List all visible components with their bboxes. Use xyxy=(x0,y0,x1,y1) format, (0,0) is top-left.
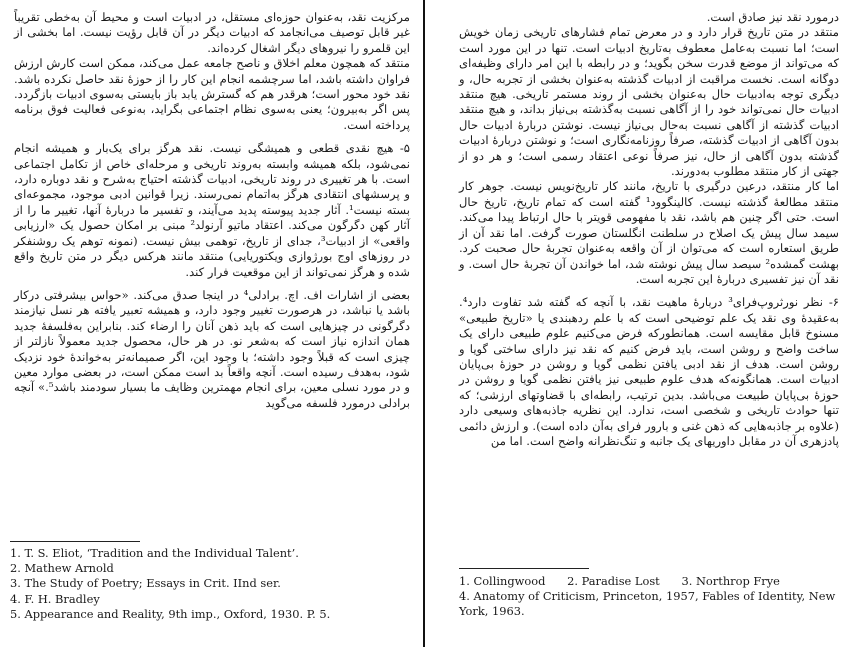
paragraph: منتقد در متن تاریخ قرار دارد و در معرض تمام فشارهای تاریخی زمان خویش است؛ اما نسبت به‌عامل معطوف به‌تاریخ ادبیات است. تنها در این مورد است که می‌تواند از موضع قدرت سخن بگوید؛ و در رابطه با این امر دارای وظیفه‌ای دوگانه است. نخست مراقبت از ادبیات گذشته به‌عنوان بخشی از تجربه حال، و دیگری توجه به‌ادبیات حال به‌عنوان بخشی از روند مستمر تاریخی. هیچ منتقد ادبیات حال نمی‌تواند خود را از آگاهی نسبت به‌گذشته بی‌نیاز بداند، و هیچ منتقد ادبیات گذشته از آگاهی نسبت به‌حال بی‌نیاز نیست. نوشتن دربارهٔ ادبیات حال بدون آگاهی از ادبیات گذشته، صرفاً روزنامه‌نگاری است؛ و نوشتن دربارهٔ ادبیات گذشته بدون آگاهی از حال، نیز صرفاً نوعی اعتقاد رسمی است؛ و هر دو از جهتی از کار منتقد مطلوب به‌دورند. xyxy=(459,25,839,179)
footnote-rule xyxy=(459,568,589,569)
right-body xyxy=(459,10,839,449)
footnote: 1. T. S. Eliot, ‘Tradition and the Individual Talent’. xyxy=(10,546,299,560)
left-footnotes xyxy=(10,546,410,622)
paragraph: ۵- هیچ نقدی قطعی و همیشگی نیست. نقد هرگز برای یک‌بار و همیشه انجام نمی‌شود، بلکه همیشه وابسته به‌روند تاریخی و مرحله‌ای خاص از تکامل اجتماعی است. با هر تغییری در روند تاریخی، ادبیات گذشته احتیاج به‌شرح و نقد دوباره دارد، و پرسشهای انتقادی هرگز به‌اتمام نمی‌رسند. زیرا قوانین ادبی موجود، مجموعه‌ای بسته نیست¹. آثار جدید پیوسته پدید می‌آیند، و تفسیر ما دربارهٔ آنها، تغییر ما را از آثار کهن دگرگون می‌کند. اعتقاد ماتیو آرنولد² مبنی بر امکان حصول یک «ارزیابی واقعی» از ادبیات³، جدای از تاریخ، توهمی بیش نیست. (نمونه توهم یک روشنفکر در روزهای اوج بورژوازی ویکتوریایی) منتقد مانند هرکس دیگر در متن تاریخ واقع شده و هرگز نمی‌تواند از این موقعیت فرار کند. xyxy=(14,141,410,279)
paragraph: منتقد که همچون معلم اخلاق و ناصح جامعه عمل می‌کند، ممکن است کارش ارزش فراوان داشته باشد، اما سرچشمه انجام این کار را از حوزهٔ نقد حاصل نکرده باشد. نقد خود محور است؛ هرقدر هم که گسترش یابد باز بایستی به‌سوی ادبیات بازگردد. پس اگر به‌بیرون؛ یعنی به‌سوی نظام اجتماعی بگراید، به‌نوعی فعالیت فوق برنامه پرداخته است. xyxy=(14,56,410,132)
paragraph: ۶- نظر نورثروپ‌فرای³ دربارهٔ ماهیت نقد، با آنچه که گفته شد تفاوت دارد⁴. به‌عقیدهٔ وی نقد یک علم توضیحی است که با علم ردهبندی یا «تاریخ طبیعی» مسنوخ قابل مقایسه است. همانطورکه فرض می‌کنیم علوم طبیعی دارای یک ساخت واضح و روشن است، باید فرض کنیم که نقد نیز دارای ساختی گویا و روشن است. هدف از نقد ادبی یافتن نظمی گویا و روشن در حوزهٔ بی‌پایان ادبیات است. همانگونه‌که هدف علوم طبیعی نیز یافتن نظمی گویا و روشن در حوزهٔ بی‌پایان طبیعت می‌باشد. بدین ترتیب، رابطه‌ای با قضاوتهای ارزشی؛ که تنها حوادث تاریخی و شخصی است، ندارد. این نظریه جاذبه‌های وسیعی دارد (علاوه بر جاذبه‌هایی که ذهن غنی و بارور فرای به‌آن داده است). و ارزش دائمی پادزهری آن در مقابل داوریهای یک جانبه و تنگ‌نظرانه واضح است. اما من xyxy=(459,295,840,448)
footnote: 5. Appearance and Reality, 9th imp., Oxford, 1930. P. 5. xyxy=(10,606,331,621)
left-body xyxy=(14,10,410,411)
page-divider xyxy=(423,0,425,647)
paragraph: اما کار منتقد، درعین درگیری با تاریخ، مانند کار تاریخ‌نویس نیست. جوهر کار منتقد مطالعهٔ گذشته نیست. کالینگوود¹ گفته است که تمام تاریخ، تاریخ حال است. حتی اگر چنین هم باشد، نقد با مفهومی قویتر با حال ارتباط پیدا می‌کند. سیمد سال پیش یک اصلاح در سلطنت انگلستان صورت گرفت. اما نقد آن از طریق استعاره است که می‌توان از آن واقعه به‌عنوان تجربهٔ حال صحبت کرد. بهشت گمشده² سیصد سال پیش نوشته شد، اما خواندن آن تجربهٔ حال است. و نقد آن نیز تفسیری دربارهٔ این تجربه است. xyxy=(459,179,839,286)
right-page xyxy=(437,0,847,647)
footnote: 3. The Study of Poetry; Essays in Crit. IInd ser. xyxy=(10,576,281,591)
left-page xyxy=(0,0,410,647)
paragraph: درمورد نقد نیز صادق است. xyxy=(706,10,839,24)
footnote: 4. F. H. Bradley xyxy=(10,591,100,606)
right-footnotes xyxy=(459,574,839,620)
footnote: 4. Anatomy of Criticism, Princeton, 1957, Fables of Identity, New York, 1963. xyxy=(459,589,836,619)
footnote: 2. Mathew Arnold xyxy=(10,561,114,576)
paragraph: بعضی از اشارات اف. اچ. برادلی⁴ در اینجا صدق می‌کند. «حواس بیشرفتی درکار باشد یا نباشد، در هرصورت تغییر وجود دارد، و همیشه تعبیر یافته هر نسل نیازمند دگرگونی در چیزهایی است که باید ذهن آنان را ارضاء کند. بنابراین به‌فلسفهٔ جدید همان اندازه نیاز است که به‌شعر نو. در هر حال، محصول جدید معمولاً نازلتر از چیزی است که قبلاً وجود داشته؛ با وجود این، اگر صمیمانه‌تر به‌خواندهٔ خود نزدیک شود، به‌هدف رسیده است. آنچه واقعاً بد است ممکن است، در بعضی موارد معین و در مورد نسلی معین، برای انجام مهمترین وظایف ما بسیار سودمند باشد⁵.» آنچه برادلی درمورد فلسفه می‌گوید xyxy=(14,287,410,410)
footnote-rule xyxy=(10,541,140,542)
paragraph: مرکزیت نقد، به‌عنوان حوزه‌ای مستقل، در ادبیات است و محیط آن به‌خطی تقریباً غیر قابل توصیف می‌انجامد که ادبیات دیگر در آن قابل رؤیت نیست. اما بخشی از این قلمرو را نیروهای دیگر اشغال کرده‌اند. xyxy=(14,10,410,55)
footnote: 1. Collingwood 2. Paradise Lost 3. Northrop Frye xyxy=(459,574,780,588)
